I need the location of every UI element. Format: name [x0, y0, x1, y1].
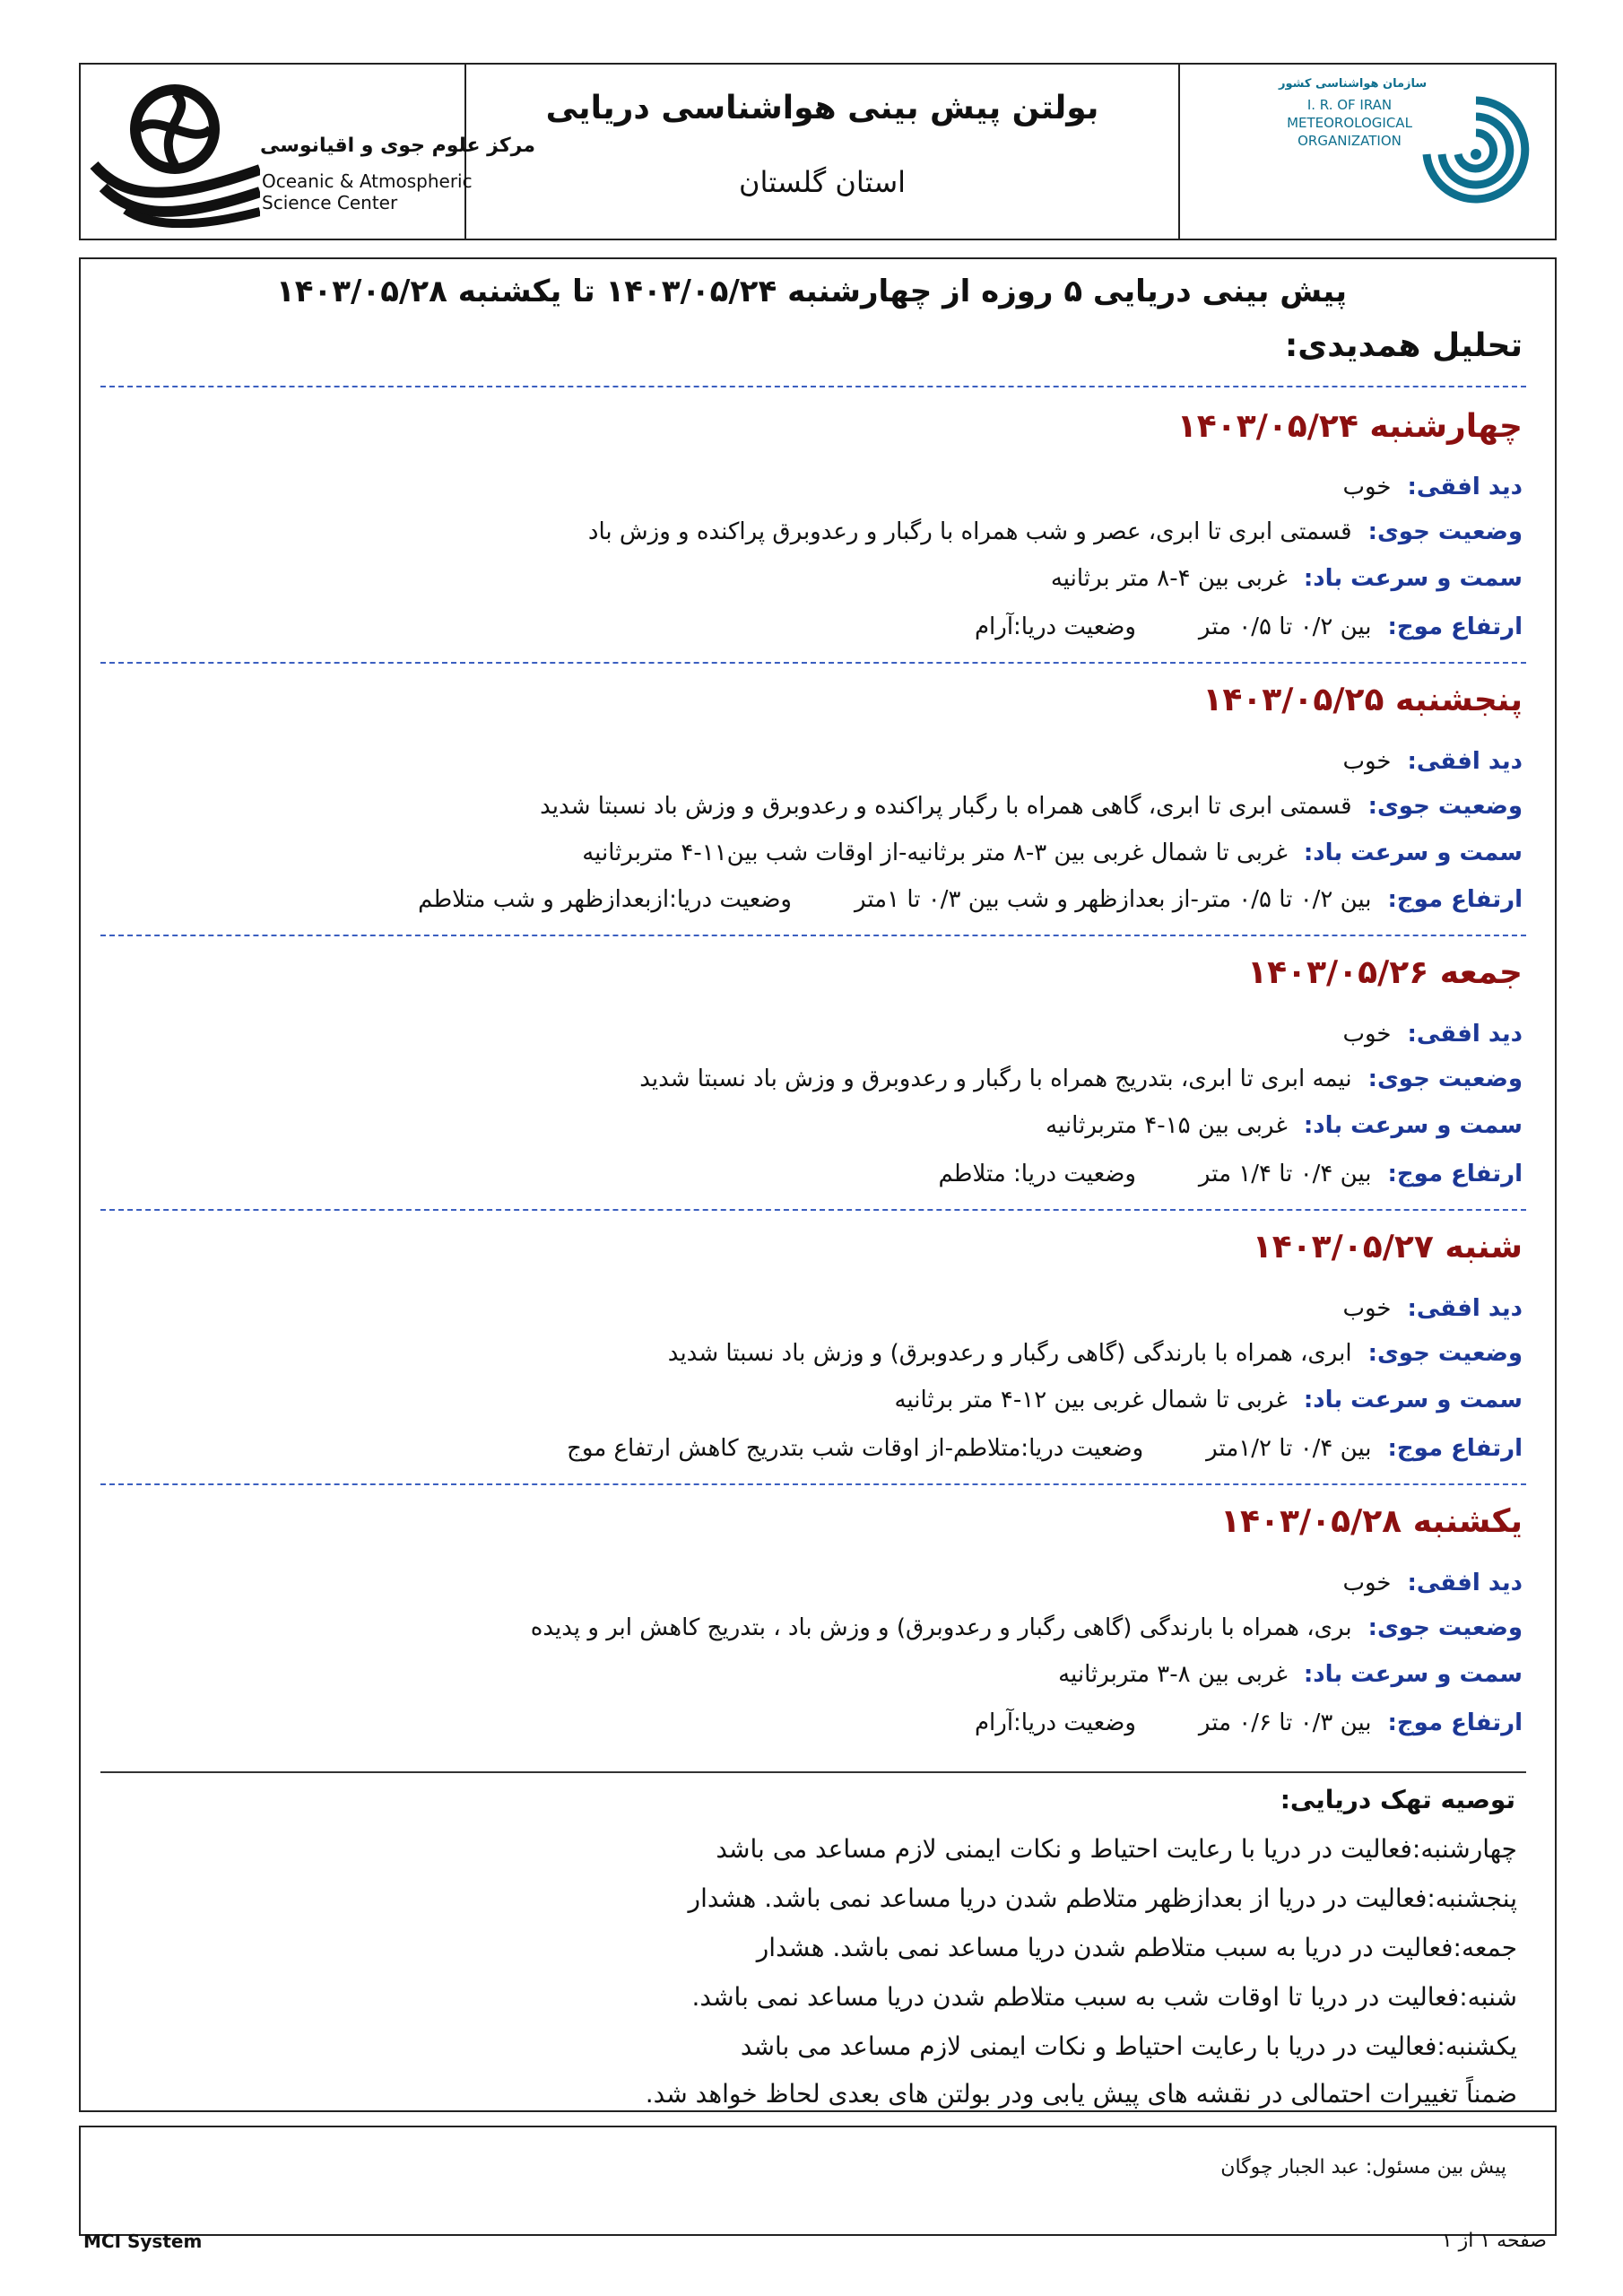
wind-label: سمت و سرعت باد: — [1303, 1112, 1523, 1139]
page-number: صفحه ۱ از ۱ — [1441, 2230, 1547, 2252]
wave-row — [938, 1161, 1523, 1187]
visibility-row — [1342, 748, 1523, 775]
weather-row — [639, 1065, 1523, 1092]
wave-value: بین ۰/۲ تا ۰/۵ متر-از بعدازظهر و شب بین ۰/۳ تا ۱متر — [854, 886, 1372, 913]
visibility-value: خوب — [1342, 1021, 1392, 1048]
visibility-label: دید افقی: — [1407, 474, 1523, 500]
wind-label: سمت و سرعت باد: — [1303, 1387, 1523, 1413]
wave-row — [418, 886, 1523, 913]
wave-row — [567, 1435, 1523, 1462]
wave-label: ارتفاع موج: — [1387, 886, 1523, 913]
visibility-row — [1342, 1570, 1523, 1596]
weather-value: نیمه ابری تا ابری، بتدریج همراه با رگبار و رعدوبرق و وزش باد نسبتا شدید — [639, 1065, 1352, 1092]
wave-value: بین ۰/۲ تا ۰/۵ متر — [1198, 613, 1372, 640]
wave-row — [975, 613, 1523, 640]
wave-row — [975, 1709, 1523, 1736]
irimo-line3: ORGANIZATION — [1298, 133, 1402, 149]
visibility-label: دید افقی: — [1407, 1295, 1523, 1322]
visibility-value: خوب — [1342, 1570, 1392, 1596]
weather-label: وضعیت جوی: — [1367, 793, 1523, 820]
forecaster-name: پیش بین مسئول: عبد الجبار چوگان — [1220, 2156, 1506, 2179]
weather-row — [531, 1614, 1523, 1641]
divider — [100, 662, 1526, 664]
system-label: MCI System — [83, 2231, 203, 2252]
advisory-line: پنجشنبه:فعالیت در دریا از بعدازظهر متلاطم شدن دریا مساعد نمی باشد. هشدار — [688, 1883, 1517, 1913]
weather-value: قسمتی ابری تا ابری، گاهی همراه با رگبار پراکنده و رعدوبرق و وزش باد نسبتا شدید — [540, 793, 1352, 820]
bulletin-title: بولتن پیش بینی هواشناسی دریایی — [545, 90, 1099, 126]
divider — [100, 386, 1526, 387]
wind-label: سمت و سرعت باد: — [1303, 839, 1523, 866]
province-name: استان گلستان — [738, 165, 907, 199]
oasc-name-fa: مرکز علوم جوی و اقیانوسی — [260, 135, 535, 157]
sea-state: وضعیت دریا:آرام — [974, 1709, 1136, 1736]
day-title: یکشنبه ۱۴۰۳/۰۵/۲۸ — [1220, 1503, 1523, 1540]
wave-label: ارتفاع موج: — [1387, 1161, 1523, 1187]
wind-row — [582, 839, 1523, 866]
visibility-row — [1342, 1021, 1523, 1048]
weather-value: ابری، همراه با بارندگی (گاهی رگبار و رعدوبرق) و وزش باد نسبتا شدید — [667, 1340, 1352, 1367]
weather-row — [588, 518, 1523, 545]
footer-box — [79, 2126, 1557, 2236]
day-title: چهارشنبه ۱۴۰۳/۰۵/۲۴ — [1176, 408, 1523, 445]
irimo-line2: METEOROLOGICAL — [1287, 115, 1412, 131]
advisory-line: جمعه:فعالیت در دریا به سبب متلاطم شدن دریا مساعد نمی باشد. هشدار — [756, 1933, 1517, 1962]
visibility-label: دید افقی: — [1407, 748, 1523, 775]
weather-label: وضعیت جوی: — [1367, 518, 1523, 545]
weather-value: بری، همراه با بارندگی (گاهی رگبار و رعدوبرق) و وزش باد ، بتدریج کاهش ابر و پدیده — [530, 1614, 1352, 1641]
advisory-line: ضمناً تغییرات احتمالی در نقشه های پیش یابی ودر بولتن های بعدی لحاظ خواهد شد. — [645, 2079, 1517, 2109]
wind-value: غربی تا شمال غربی بین ۳-۸ متر برثانیه-از اوقات شب بین۱۱-۴ متربرثانیه — [582, 839, 1288, 866]
weather-label: وضعیت جوی: — [1367, 1614, 1523, 1641]
weather-row — [668, 1340, 1523, 1367]
day-title: شنبه ۱۴۰۳/۰۵/۲۷ — [1252, 1229, 1523, 1265]
synoptic-analysis-label: تحلیل همدیدی: — [1284, 327, 1523, 364]
sea-state: وضعیت دریا:آرام — [974, 613, 1136, 640]
irimo-line1: I. R. OF IRAN — [1306, 97, 1393, 113]
weather-row — [540, 793, 1523, 820]
wave-label: ارتفاع موج: — [1387, 613, 1523, 640]
visibility-label: دید افقی: — [1407, 1021, 1523, 1048]
wave-label: ارتفاع موج: — [1387, 1435, 1523, 1462]
wind-value: غربی بین ۱۵-۴ متربرثانیه — [1046, 1112, 1288, 1139]
irimo-logo-panel — [1178, 65, 1555, 239]
irimo-logo-icon — [1418, 91, 1534, 226]
irimo-name-fa: سازمان هواشناسی کشور — [1279, 77, 1428, 91]
visibility-value: خوب — [1342, 474, 1392, 500]
visibility-label: دید افقی: — [1407, 1570, 1523, 1596]
oasc-name-en-line2: Science Center — [262, 192, 398, 213]
oasc-logo-panel — [81, 65, 535, 239]
sea-state: وضعیت دریا:ازبعدازظهر و شب متلاطم — [418, 886, 792, 913]
wind-value: غربی بین ۸-۳ متربرثانیه — [1058, 1661, 1288, 1688]
wind-row — [1051, 565, 1523, 592]
advisory-line: شنبه:فعالیت در دریا تا اوقات شب به سبب متلاطم شدن دریا مساعد نمی باشد. — [691, 1982, 1517, 2012]
bulletin-header — [79, 63, 1557, 240]
visibility-row — [1342, 1295, 1523, 1322]
visibility-row — [1342, 474, 1523, 500]
day-title: جمعه ۱۴۰۳/۰۵/۲۶ — [1247, 954, 1523, 991]
divider — [100, 1771, 1526, 1773]
wind-label: سمت و سرعت باد: — [1303, 1661, 1523, 1688]
divider — [100, 1209, 1526, 1211]
visibility-value: خوب — [1342, 1295, 1392, 1322]
sea-state: وضعیت دریا: متلاطم — [938, 1161, 1136, 1187]
sea-state: وضعیت دریا:متلاطم-از اوقات شب بتدریج کاهش ارتفاع موج — [567, 1435, 1144, 1462]
wave-value: بین ۰/۳ تا ۰/۶ متر — [1198, 1709, 1372, 1736]
wind-label: سمت و سرعت باد: — [1303, 565, 1523, 592]
weather-value: قسمتی ابری تا ابری، عصر و شب همراه با رگبار و رعدوبرق پراکنده و وزش باد — [587, 518, 1352, 545]
wind-value: غربی تا شمال غربی بین ۱۲-۴ متر برثانیه — [894, 1387, 1288, 1413]
wave-value: بین ۰/۴ تا ۱/۲متر — [1206, 1435, 1372, 1462]
oasc-name-en-line1: Oceanic & Atmospheric — [262, 170, 473, 192]
advisory-line: یکشنبه:فعالیت در دریا با رعایت احتیاط و نکات ایمنی لازم مساعد می باشد — [740, 2031, 1517, 2061]
day-title: پنجشنبه ۱۴۰۳/۰۵/۲۵ — [1202, 682, 1523, 718]
forecast-heading: پیش بینی دریایی ۵ روزه از چهارشنبه ۱۴۰۳/۰۵/۲۴ تا یکشنبه ۱۴۰۳/۰۵/۲۸ — [276, 274, 1347, 309]
divider — [100, 935, 1526, 936]
weather-label: وضعیت جوی: — [1367, 1340, 1523, 1367]
advisory-title: توصیه تهک دریایی: — [1280, 1785, 1515, 1814]
advisory-line: چهارشنبه:فعالیت در دریا با رعایت احتیاط و نکات ایمنی لازم مساعد می باشد — [716, 1834, 1517, 1864]
wind-value: غربی بین ۴-۸ متر برثانیه — [1050, 565, 1288, 592]
divider — [100, 1483, 1526, 1485]
visibility-value: خوب — [1342, 748, 1392, 775]
wave-label: ارتفاع موج: — [1387, 1709, 1523, 1736]
oasc-logo-icon — [90, 75, 260, 228]
wind-row — [1058, 1661, 1523, 1688]
wind-row — [1046, 1112, 1523, 1139]
weather-label: وضعیت جوی: — [1367, 1065, 1523, 1092]
wind-row — [894, 1387, 1523, 1413]
wave-value: بین ۰/۴ تا ۱/۴ متر — [1198, 1161, 1372, 1187]
